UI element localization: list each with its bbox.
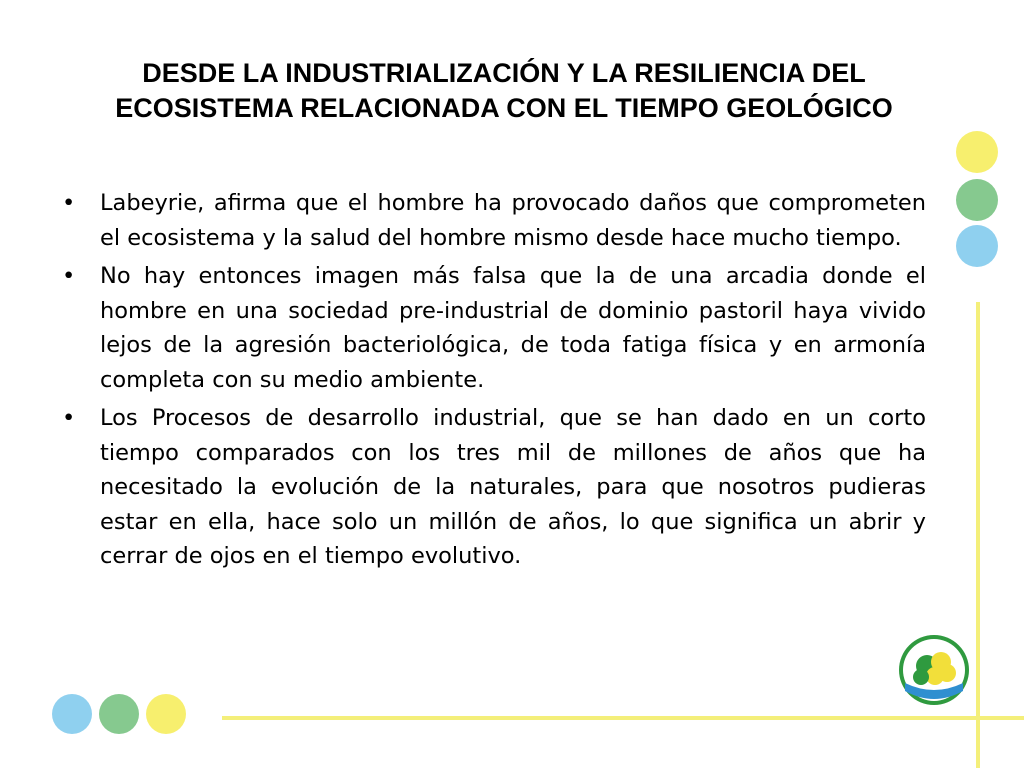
decor-dot-green	[956, 179, 998, 221]
slide-title-line-1: DESDE LA INDUSTRIALIZACIÓN Y LA RESILIENCIA DEL	[142, 58, 866, 88]
bullet-item	[62, 259, 926, 397]
slide-title-line-2: ECOSISTEMA RELACIONADA CON EL TIEMPO GEOLÓGICO	[115, 93, 893, 123]
institution-logo-icon	[897, 633, 971, 707]
slide-title	[14, 56, 994, 126]
decor-dot-yellow	[956, 131, 998, 173]
decor-line-horizontal	[222, 716, 1024, 720]
bullet-marker: •	[62, 263, 76, 289]
bullet-marker: •	[62, 190, 76, 216]
decor-dot-blue	[956, 225, 998, 267]
bullet-text: No hay entonces imagen más falsa que la de una arcadia donde el hombre en una sociedad pre-industrial de dominio pastoril haya vivido lejos de la agresión bacteriológica, de toda fatiga física y en armonía completa con su medio ambiente.	[100, 263, 926, 393]
bullet-item	[62, 401, 926, 574]
bullet-item	[62, 186, 926, 255]
bullet-marker: •	[62, 405, 76, 431]
decor-line-vertical	[976, 302, 980, 768]
decor-dot-green	[99, 694, 139, 734]
decor-dot-yellow	[146, 694, 186, 734]
bullet-text: Labeyrie, afirma que el hombre ha provocado daños que comprometen el ecosistema y la salud del hombre mismo desde hace mucho tiempo.	[100, 190, 926, 251]
decor-dot-blue	[52, 694, 92, 734]
bullet-text: Los Procesos de desarrollo industrial, que se han dado en un corto tiempo comparados con los tres mil de millones de años que ha necesitado la evolución de la naturales, para que nosotros pudieras estar en ella, hace solo un millón de años, lo que significa un abrir y cerrar de ojos en el tiempo evolutivo.	[100, 405, 926, 569]
bullet-list	[62, 186, 926, 578]
